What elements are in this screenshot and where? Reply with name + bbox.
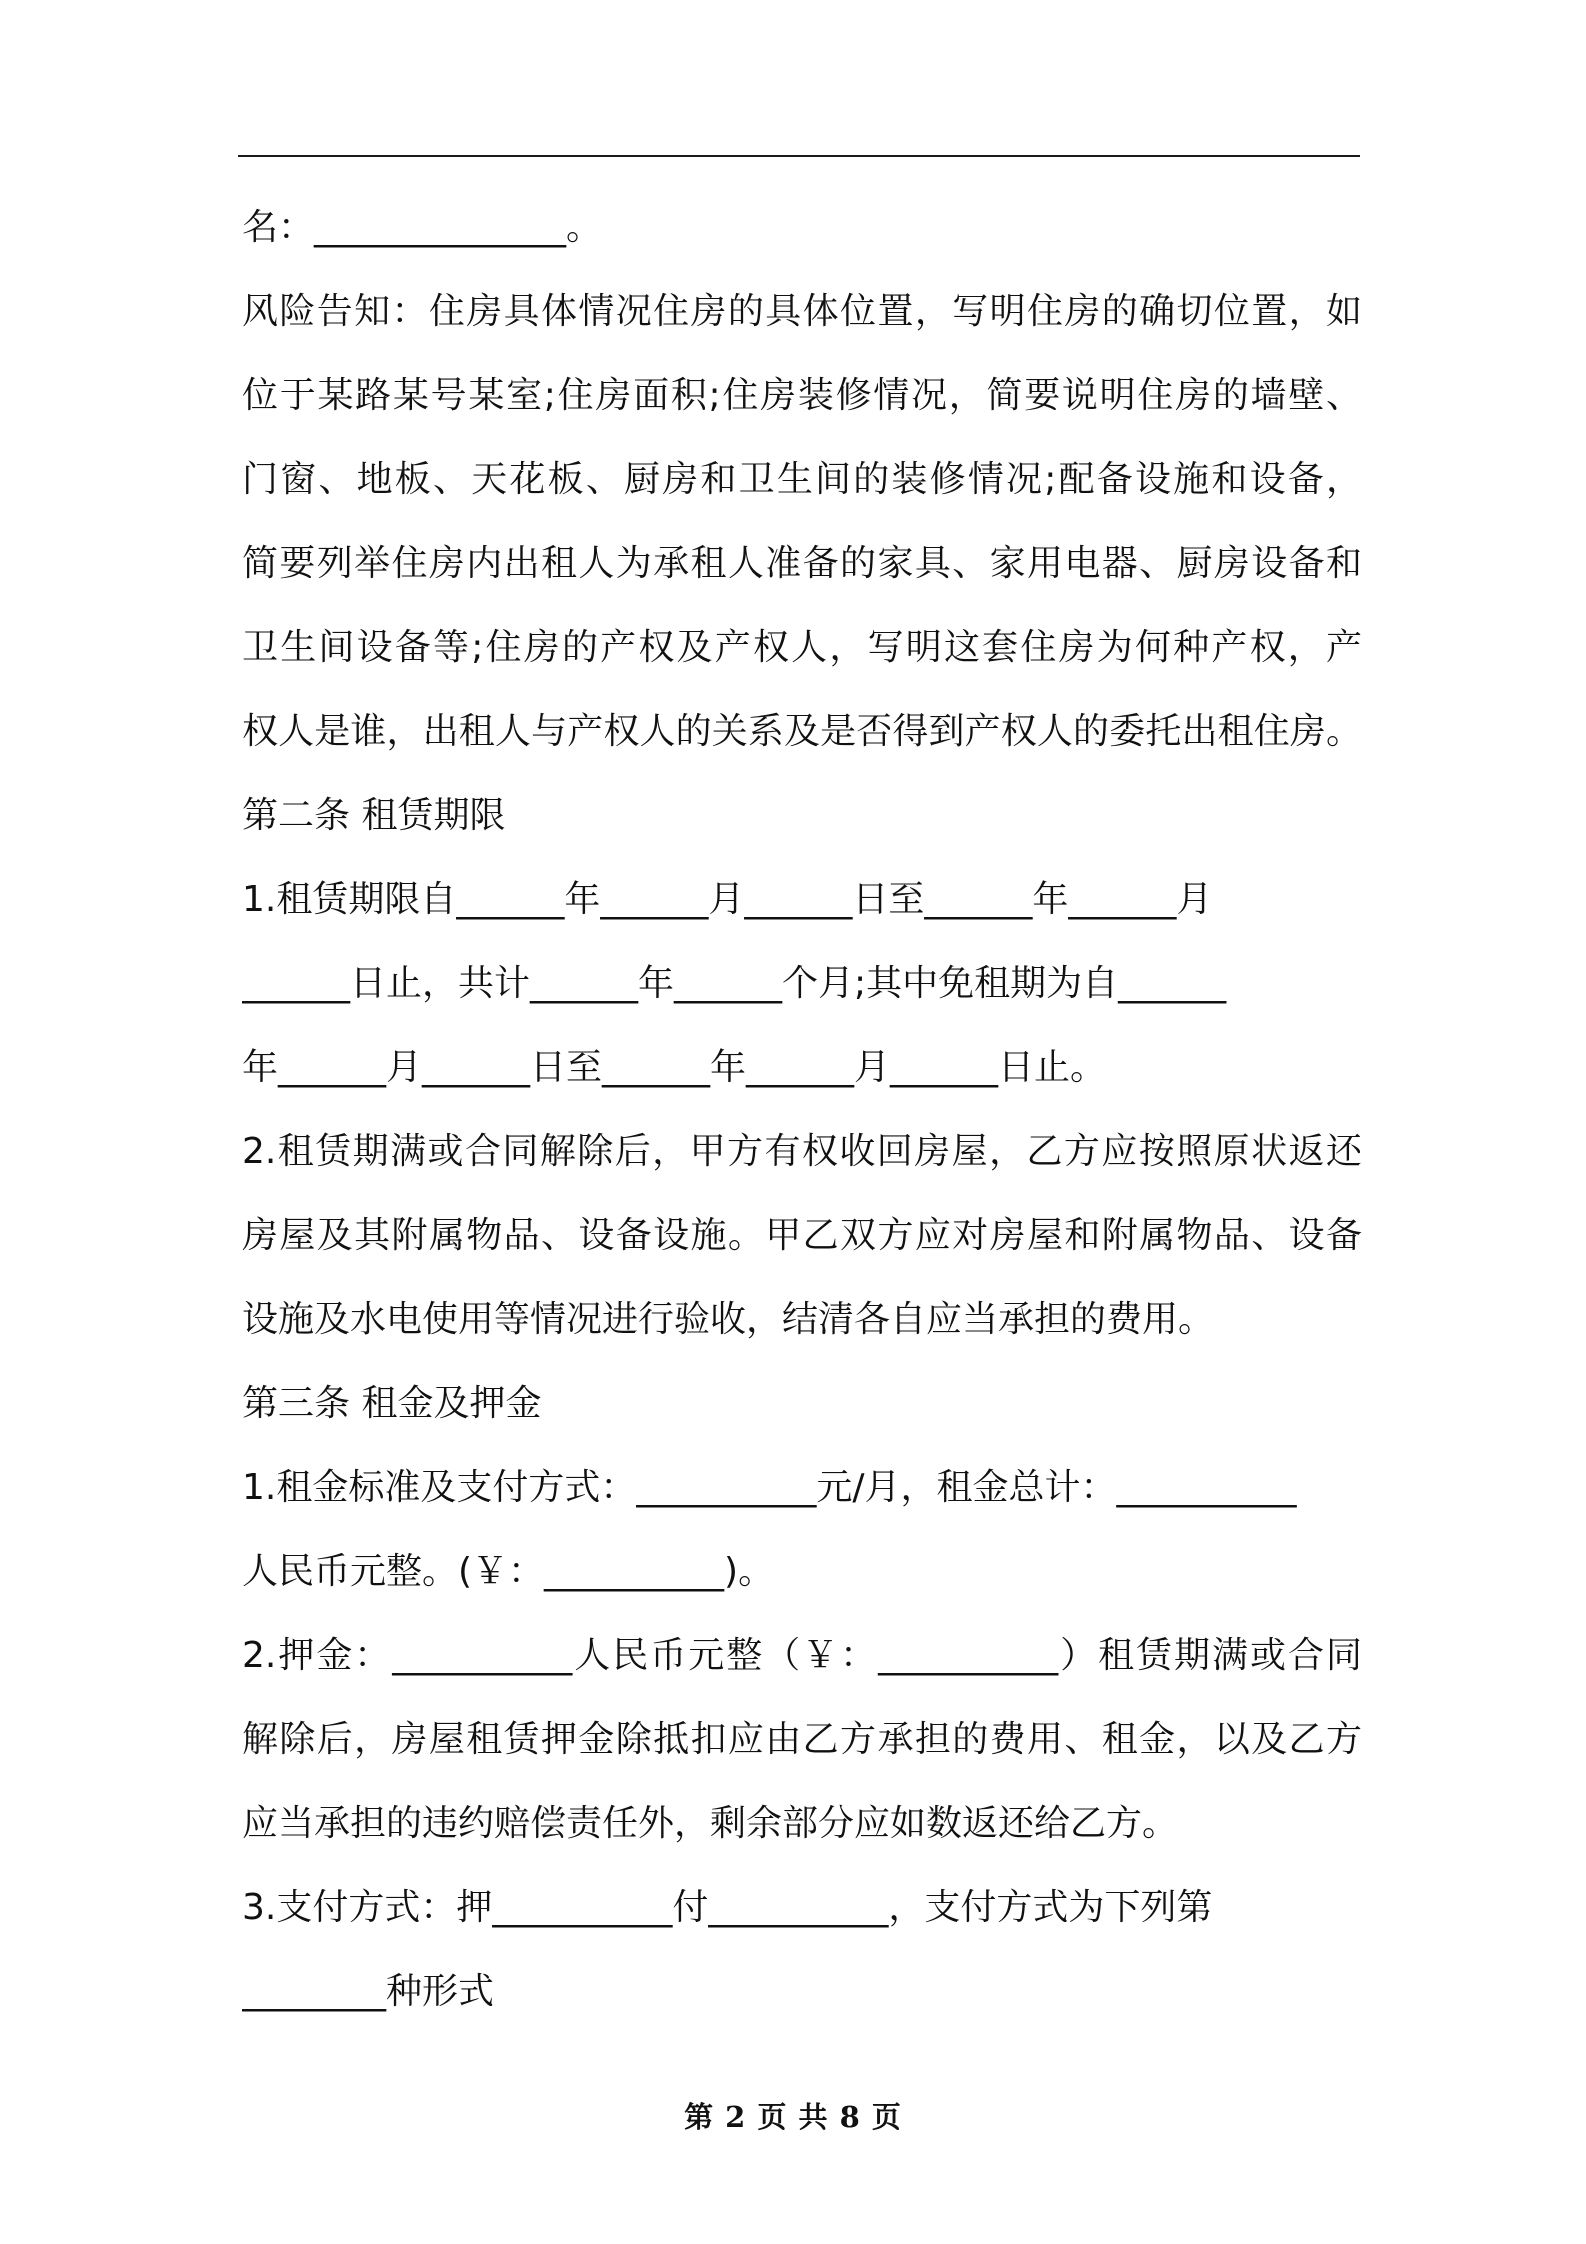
text-line: 设施及水电使用等情况进行验收，结清各自应当承担的费用。 (242, 1299, 1215, 1340)
text-line: 简要列举住房内出租人为承租人准备的家具、家用电器、厨房设备和 (242, 543, 1362, 584)
document-body (242, 186, 1362, 2034)
text-line: 2.租赁期满或合同解除后，甲方有权收回房屋，乙方应按照原状返还 (242, 1131, 1362, 1172)
text-line: 人民币元整。(￥：__________)。 (242, 1551, 775, 1592)
text-line: 风险告知：住房具体情况住房的具体位置，写明住房的确切位置，如 (242, 291, 1362, 332)
text-line: 2.押金：__________人民币元整（￥：__________）租赁期满或合同 (242, 1635, 1362, 1676)
section-heading-rent-deposit: 第三条 租金及押金 (242, 1383, 542, 1424)
text-line: 年______月______日至______年______月______日止。 (242, 1047, 1107, 1088)
text-line: 权人是谁，出租人与产权人的关系及是否得到产权人的委托出租住房。 (242, 711, 1362, 752)
text-line: 名：______________。 (242, 207, 603, 248)
text-line: 解除后，房屋租赁押金除抵扣应由乙方承担的费用、租金，以及乙方 (242, 1719, 1362, 1760)
text-line: 应当承担的违约赔偿责任外，剩余部分应如数返还给乙方。 (242, 1803, 1179, 1844)
text-line: 1.租金标准及支付方式：__________元/月，租金总计：__________ (242, 1467, 1297, 1508)
section-heading-lease-term: 第二条 租赁期限 (242, 795, 506, 836)
text-line: 1.租赁期限自______年______月______日至______年______月 (242, 879, 1213, 920)
text-line: 房屋及其附属物品、设备设施。甲乙双方应对房屋和附属物品、设备 (242, 1215, 1362, 1256)
text-line: 3.支付方式：押__________付__________，支付方式为下列第 (242, 1887, 1213, 1928)
text-line: 位于某路某号某室;住房面积;住房装修情况，简要说明住房的墙壁、 (242, 375, 1362, 416)
text-line: ________种形式 (242, 1971, 495, 2012)
header-rule (238, 155, 1360, 157)
text-line: 卫生间设备等;住房的产权及产权人，写明这套住房为何种产权，产 (242, 627, 1362, 668)
text-line: ______日止，共计______年______个月;其中免租期为自______ (242, 963, 1227, 1004)
text-line: 门窗、地板、天花板、厨房和卫生间的装修情况;配备设施和设备， (242, 459, 1362, 500)
page-number-footer: 第 2 页 共 8 页 (684, 2100, 902, 2134)
